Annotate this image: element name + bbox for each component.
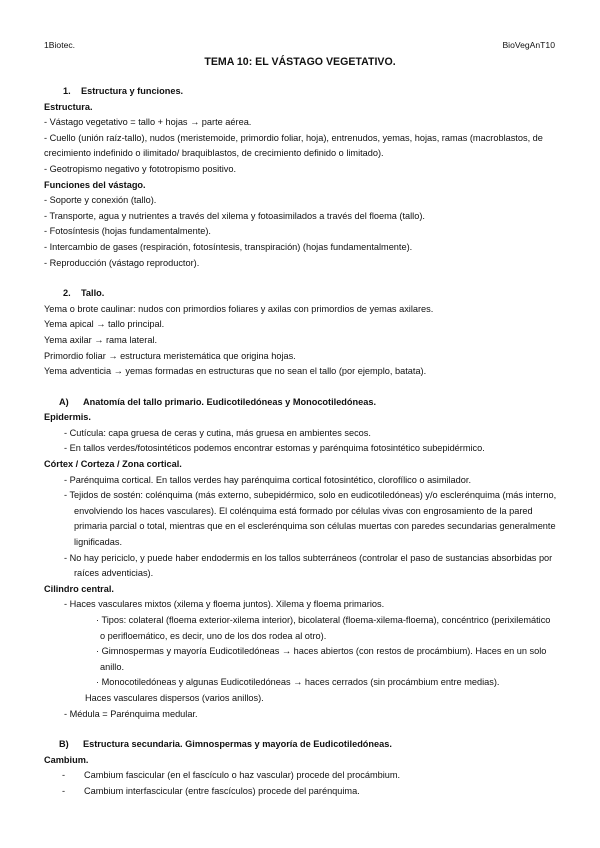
- list-dash: -: [62, 785, 66, 796]
- list-item: [44, 768, 558, 784]
- sub-list-item: · Tipos: colateral (floema exterior-xilema interior), bicolateral (floema-xilema-floema), concéntrico (perixilemático o perifloemático, es decir, uno de los dos rodea al otro).: [96, 615, 551, 641]
- sub-list-continuation: Haces vasculares dispersos (varios anillos).: [85, 692, 264, 703]
- subheading-estructura: Estructura.: [44, 101, 93, 112]
- list-item: - Médula = Parénquima medular.: [64, 708, 198, 719]
- list-item: - Haces vasculares mixtos (xilema y floema juntos). Xilema y floema primarios.: [64, 599, 385, 610]
- section-title: Tallo.: [81, 288, 105, 299]
- section-title: Estructura y funciones.: [81, 86, 184, 96]
- subheading-cambium: Cambium.: [44, 754, 89, 765]
- paragraph-line: Yema o brote caulinar: nudos con primordios foliares y axilas con primordios de yemas axilares.: [44, 303, 434, 314]
- document-body: [44, 84, 558, 800]
- list-item: - Vástago vegetativo = tallo + hojas → parte aérea.: [44, 117, 252, 128]
- subsection-b-heading: [44, 737, 558, 753]
- section-1-heading: [44, 84, 558, 100]
- section-number: 1.: [63, 86, 71, 96]
- spacer: [44, 271, 558, 286]
- list-item: - No hay periciclo, y puede haber endodermis en los tallos subterráneos (controlar el paso de sustancias absorbidas por raíces adventicias).: [64, 552, 553, 579]
- list-item: - Transporte, agua y nutrientes a través del xilema y fotoasimilados a través del floema (tallo).: [44, 210, 425, 221]
- list-item: - Cutícula: capa gruesa de ceras y cutina, más gruesa en ambientes secos.: [64, 427, 371, 438]
- subsection-title: Anatomía del tallo primario. Eudicotiledóneas y Monocotiledóneas.: [83, 396, 377, 407]
- list-item: - Parénquima cortical. En tallos verdes hay parénquima cortical fotosintético, clorofílico o asimilador.: [64, 474, 471, 485]
- subsection-letter: A): [59, 396, 69, 407]
- header-course: 1Biotec.: [44, 40, 76, 50]
- list-item: - En tallos verdes/fotosintéticos podemos encontrar estomas y parénquima fotosintético subepidérmico.: [64, 443, 485, 454]
- list-item: - Geotropismo negativo y fototropismo positivo.: [44, 163, 237, 174]
- list-item: - Tejidos de sostén: colénquima (más externo, subepidérmico, solo en eudicotiledóneas) y/o esclerénquima (más interno, envolviendo los haces vasculares). El colénquima está formado por células vivas con engrosamiento de la pared primaria parcial o total, mientras que en el esclerénquima son células muertas con paredes secundarias generalmente lignificadas.: [64, 490, 557, 548]
- paragraph-line: Yema axilar → rama lateral.: [44, 334, 158, 345]
- list-item: - Intercambio de gases (respiración, fotosíntesis, transpiración) (hojas fundamentalmente).: [44, 241, 413, 252]
- list-dash: -: [62, 770, 66, 781]
- list-item: - Soporte y conexión (tallo).: [44, 195, 157, 206]
- list-item: - Cuello (unión raíz-tallo), nudos (meristemoide, primordio foliar, hoja), entrenudos, yemas, hojas, ramas (macroblastos, de crecimiento indefinido o ilimitado/ braquiblastos, de crecimiento definido o limitado).: [44, 132, 543, 159]
- spacer: [44, 380, 558, 395]
- list-item: - Fotosíntesis (hojas fundamentalmente).: [44, 226, 211, 237]
- spacer: [44, 722, 558, 737]
- sub-list-item: · Monocotiledóneas y algunas Eudicotiledóneas → haces cerrados (sin procámbium entre medias).: [96, 677, 500, 688]
- subsection-letter: B): [59, 739, 69, 750]
- subheading-cortex: Córtex / Corteza / Zona cortical.: [44, 459, 182, 470]
- subsection-title: Estructura secundaria. Gimnospermas y mayoría de Eudicotiledóneas.: [83, 739, 392, 750]
- section-2-heading: [44, 286, 558, 302]
- paragraph-line: Primordio foliar → estructura meristemática que origina hojas.: [44, 350, 296, 361]
- page-title: TEMA 10: EL VÁSTAGO VEGETATIVO.: [204, 56, 396, 68]
- subheading-funciones: Funciones del vástago.: [44, 179, 146, 190]
- list-item-text: Cambium fascicular (en el fascículo o haz vascular) procede del procámbium.: [84, 770, 401, 781]
- subsection-a-heading: [44, 395, 558, 411]
- paragraph-line: Yema adventicia → yemas formadas en estructuras que no sean el tallo (por ejemplo, batata).: [44, 366, 427, 377]
- header-code: BioVegAnT10: [502, 40, 555, 50]
- section-number: 2.: [63, 288, 71, 299]
- paragraph-line: Yema apical → tallo principal.: [44, 319, 165, 330]
- list-item: [44, 784, 558, 800]
- subheading-epidermis: Epidermis.: [44, 412, 91, 423]
- list-item: - Reproducción (vástago reproductor).: [44, 257, 200, 268]
- sub-list-item: · Gimnospermas y mayoría Eudicotiledóneas → haces abiertos (con restos de procámbium). Haces en un solo anillo.: [96, 646, 547, 672]
- subheading-cilindro: Cilindro central.: [44, 583, 114, 594]
- list-item-text: Cambium interfascicular (entre fascículos) procede del parénquima.: [84, 785, 360, 796]
